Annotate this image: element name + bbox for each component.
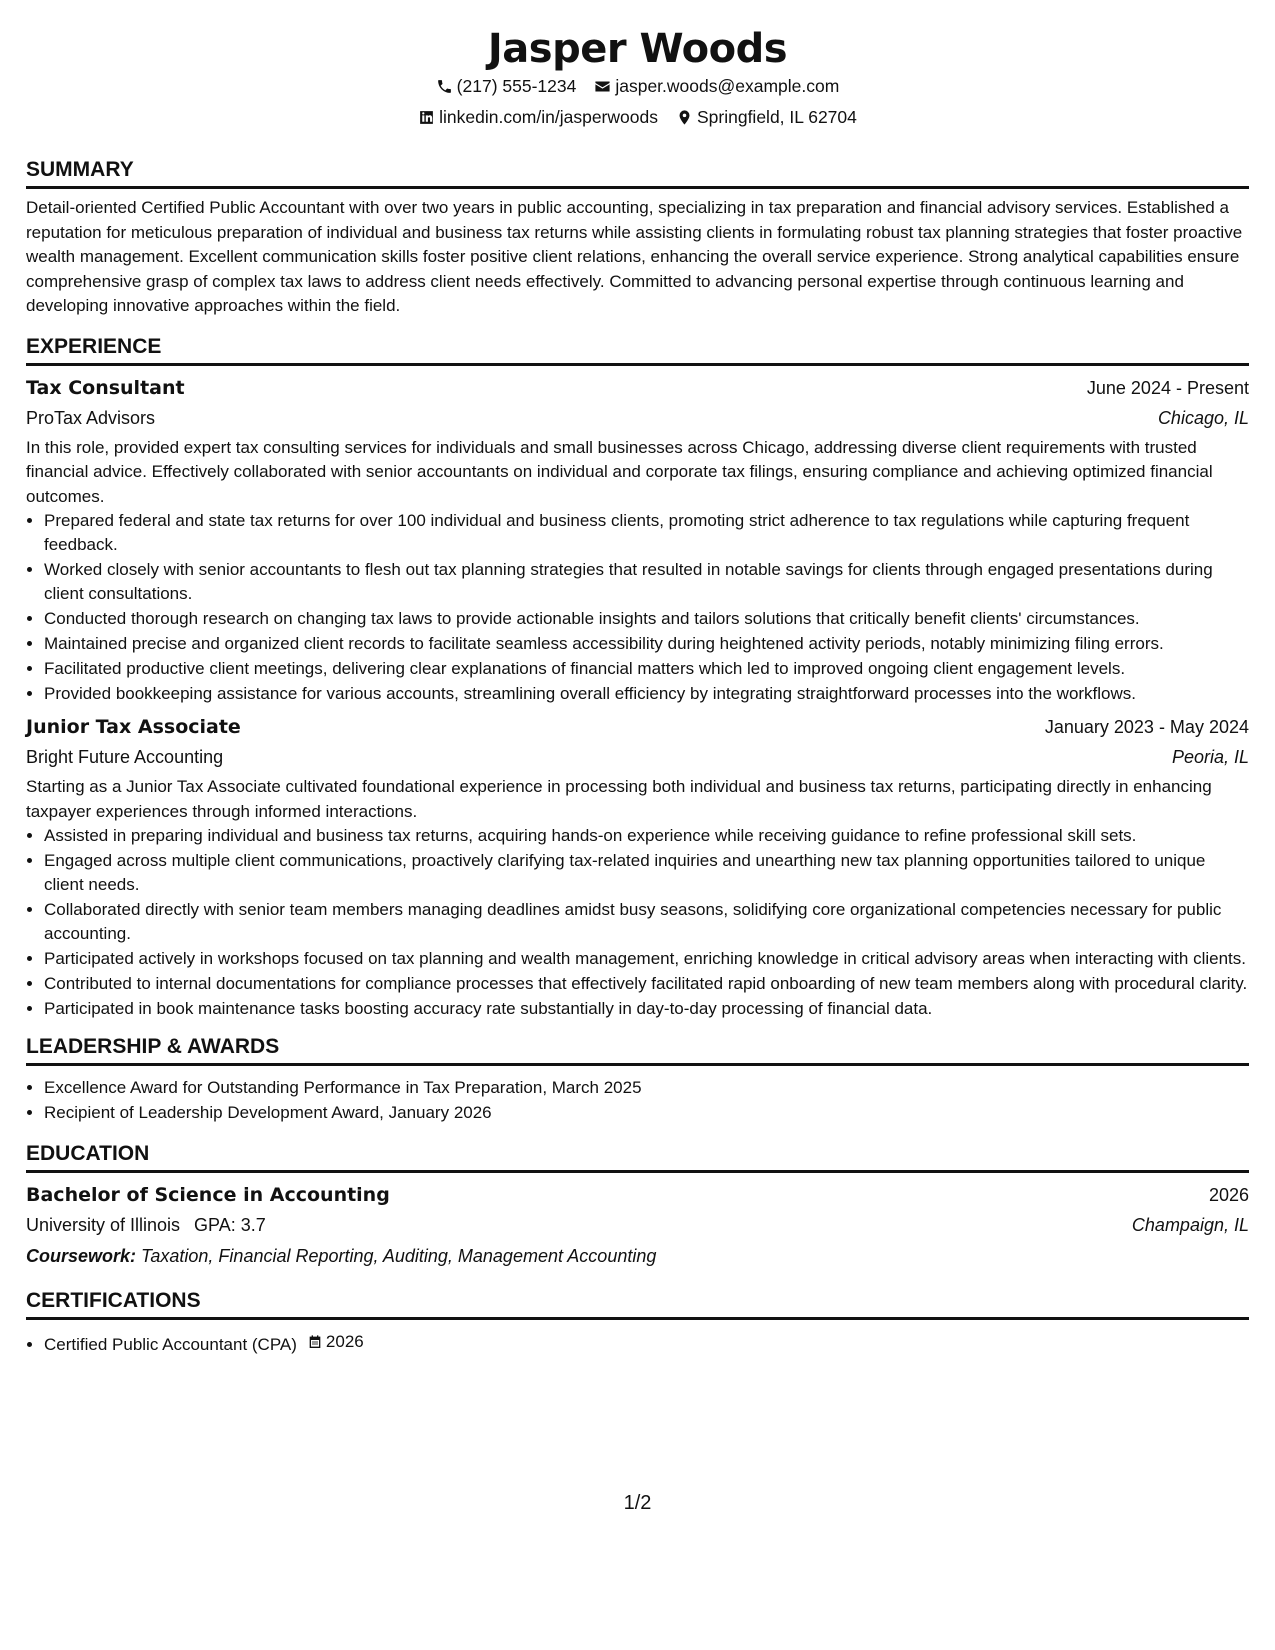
job-dates: January 2023 - May 2024 xyxy=(1044,717,1249,737)
candidate-name: Jasper Woods xyxy=(487,26,788,72)
page-number: 1/2 xyxy=(623,1492,652,1514)
job-header-row xyxy=(26,712,1249,742)
list-item: • Provided bookkeeping assistance for various accounts, streamlining overall efficiency by integrating straightforward processes into the workflows. xyxy=(44,682,1249,706)
calendar-icon xyxy=(307,1334,323,1350)
phone-text[interactable]: (217) 555-1234 xyxy=(456,76,577,96)
list-item: • Contributed to internal documentations for compliance processes that effectively facilitated rapid onboarding of new team members along with procedural clarity. xyxy=(44,972,1249,996)
location-text: Springfield, IL 62704 xyxy=(696,107,857,127)
job-dates: June 2024 - Present xyxy=(1086,377,1249,398)
job-description: Starting as a Junior Tax Associate cultivated foundational experience in processing both individual and business tax returns, participating directly in enhancing taxpayer experiences through informed interactions. xyxy=(26,777,1212,821)
job-entry xyxy=(26,373,1249,707)
job-company-row xyxy=(26,742,1249,773)
job-location: Chicago, IL xyxy=(1157,407,1249,428)
degree-row xyxy=(26,1180,1249,1210)
company-name: Bright Future Accounting xyxy=(26,747,224,767)
list-item xyxy=(44,1330,1249,1357)
map-pin-icon xyxy=(676,109,693,126)
job-title: Tax Consultant xyxy=(26,376,185,399)
linkedin-text[interactable]: linkedin.com/in/jasperwoods xyxy=(439,107,658,127)
gpa: GPA: 3.7 xyxy=(194,1215,266,1235)
school-row xyxy=(26,1210,1249,1241)
list-item: • Participated actively in workshops focused on tax planning and wealth management, enriching knowledge in critical advisory areas when interacting with clients. xyxy=(44,947,1249,971)
phone-contact xyxy=(436,71,577,102)
job-description: In this role, provided expert tax consulting services for individuals and small businesses across Chicago, addressing diverse client requirements with trusted financial advice. Effectively collaborated with senior accountants on individual and corporate tax filings, ensuring compliance and achieving optimized financial outcomes. xyxy=(26,437,1213,506)
degree-name: Bachelor of Science in Accounting xyxy=(26,1184,390,1206)
job-entry xyxy=(26,712,1249,1021)
leadership-list xyxy=(26,1076,1249,1125)
linkedin-icon xyxy=(418,109,435,126)
coursework-line xyxy=(26,1241,1249,1271)
contact-row-primary xyxy=(26,71,1249,102)
envelope-icon xyxy=(594,78,611,95)
section-title-education: EDUCATION xyxy=(26,1141,1249,1173)
phone-icon xyxy=(436,78,453,95)
list-item: • Worked closely with senior accountants to flesh out tax planning strategies that resulted in notable savings for clients through engaged presentations during client consultations. xyxy=(44,558,1249,606)
certification-year: 2026 xyxy=(325,1332,364,1351)
section-title-experience: EXPERIENCE xyxy=(26,334,1249,366)
list-item: • Engaged across multiple client communications, proactively clarifying tax-related inquiries and unearthing new tax planning opportunities tailored to unique client needs. xyxy=(44,849,1249,897)
list-item: • Recipient of Leadership Development Award, January 2026 xyxy=(44,1101,1249,1125)
summary-section xyxy=(26,157,1249,319)
certifications-section xyxy=(26,1288,1249,1357)
job-location: Peoria, IL xyxy=(1171,747,1249,767)
list-item: • Conducted thorough research on changing tax laws to provide actionable insights and tailors solutions that critically benefit clients' circumstances. xyxy=(44,607,1249,631)
coursework-label: Coursework: xyxy=(26,1246,137,1266)
list-item: • Prepared federal and state tax returns for over 100 individual and business clients, promoting strict adherence to tax regulations while capturing frequent feedback. xyxy=(44,509,1249,557)
email-contact xyxy=(594,71,839,102)
section-title-summary: SUMMARY xyxy=(26,157,1249,189)
list-item: • Assisted in preparing individual and business tax returns, acquiring hands-on experience while receiving guidance to refine professional skill sets. xyxy=(44,824,1249,848)
graduation-year: 2026 xyxy=(1208,1185,1249,1205)
school-info xyxy=(26,1210,266,1241)
location-contact xyxy=(676,102,857,133)
certification-date xyxy=(307,1330,364,1354)
school-location: Champaign, IL xyxy=(1131,1215,1249,1235)
job-bullets xyxy=(26,509,1249,706)
experience-section xyxy=(26,334,1249,1022)
coursework-list: Taxation, Financial Reporting, Auditing, Management Accounting xyxy=(141,1246,657,1266)
job-company-row xyxy=(26,403,1249,434)
resume-page xyxy=(26,0,1249,1358)
section-title-certifications: CERTIFICATIONS xyxy=(26,1288,1249,1320)
job-header-row xyxy=(26,373,1249,403)
company-name: ProTax Advisors xyxy=(26,407,156,428)
email-text[interactable]: jasper.woods@example.com xyxy=(615,76,840,96)
contact-row-secondary xyxy=(26,102,1249,133)
list-item: • Collaborated directly with senior team members managing deadlines amidst busy seasons, solidifying core organizational competencies necessary for public accounting. xyxy=(44,898,1249,946)
list-item: • Excellence Award for Outstanding Performance in Tax Preparation, March 2025 xyxy=(44,1076,1249,1100)
list-item: • Maintained precise and organized client records to facilitate seamless accessibility during heightened activity periods, notably minimizing filing errors. xyxy=(44,632,1249,656)
certifications-list xyxy=(26,1330,1249,1357)
list-item: • Participated in book maintenance tasks boosting accuracy rate substantially in day-to-day processing of financial data. xyxy=(44,997,1249,1021)
education-section xyxy=(26,1141,1249,1271)
job-bullets xyxy=(26,824,1249,1021)
job-title: Junior Tax Associate xyxy=(26,716,241,738)
leadership-section xyxy=(26,1034,1249,1125)
linkedin-contact xyxy=(418,102,658,133)
summary-text: Detail-oriented Certified Public Accountant with over two years in public accounting, specializing in tax preparation and financial advisory services. Established a reputation for meticulous preparation of individual and business tax returns while assisting clients in formulating robust tax planning strategies that foster proactive wealth management. Excellent communication skills foster positive client relations, enhancing the overall service experience. Strong analytical capabilities ensure comprehensive grasp of complex tax laws to address client needs effectively. Committed to advancing personal expertise through continuous learning and developing innovative approaches within the field. xyxy=(26,198,1243,315)
school-name: University of Illinois xyxy=(26,1215,181,1235)
list-item: • Facilitated productive client meetings, delivering clear explanations of financial matters which led to improved ongoing client engagement levels. xyxy=(44,657,1249,681)
certification-name: Certified Public Accountant (CPA) xyxy=(44,1335,297,1354)
section-title-leadership: LEADERSHIP & AWARDS xyxy=(26,1034,1249,1066)
